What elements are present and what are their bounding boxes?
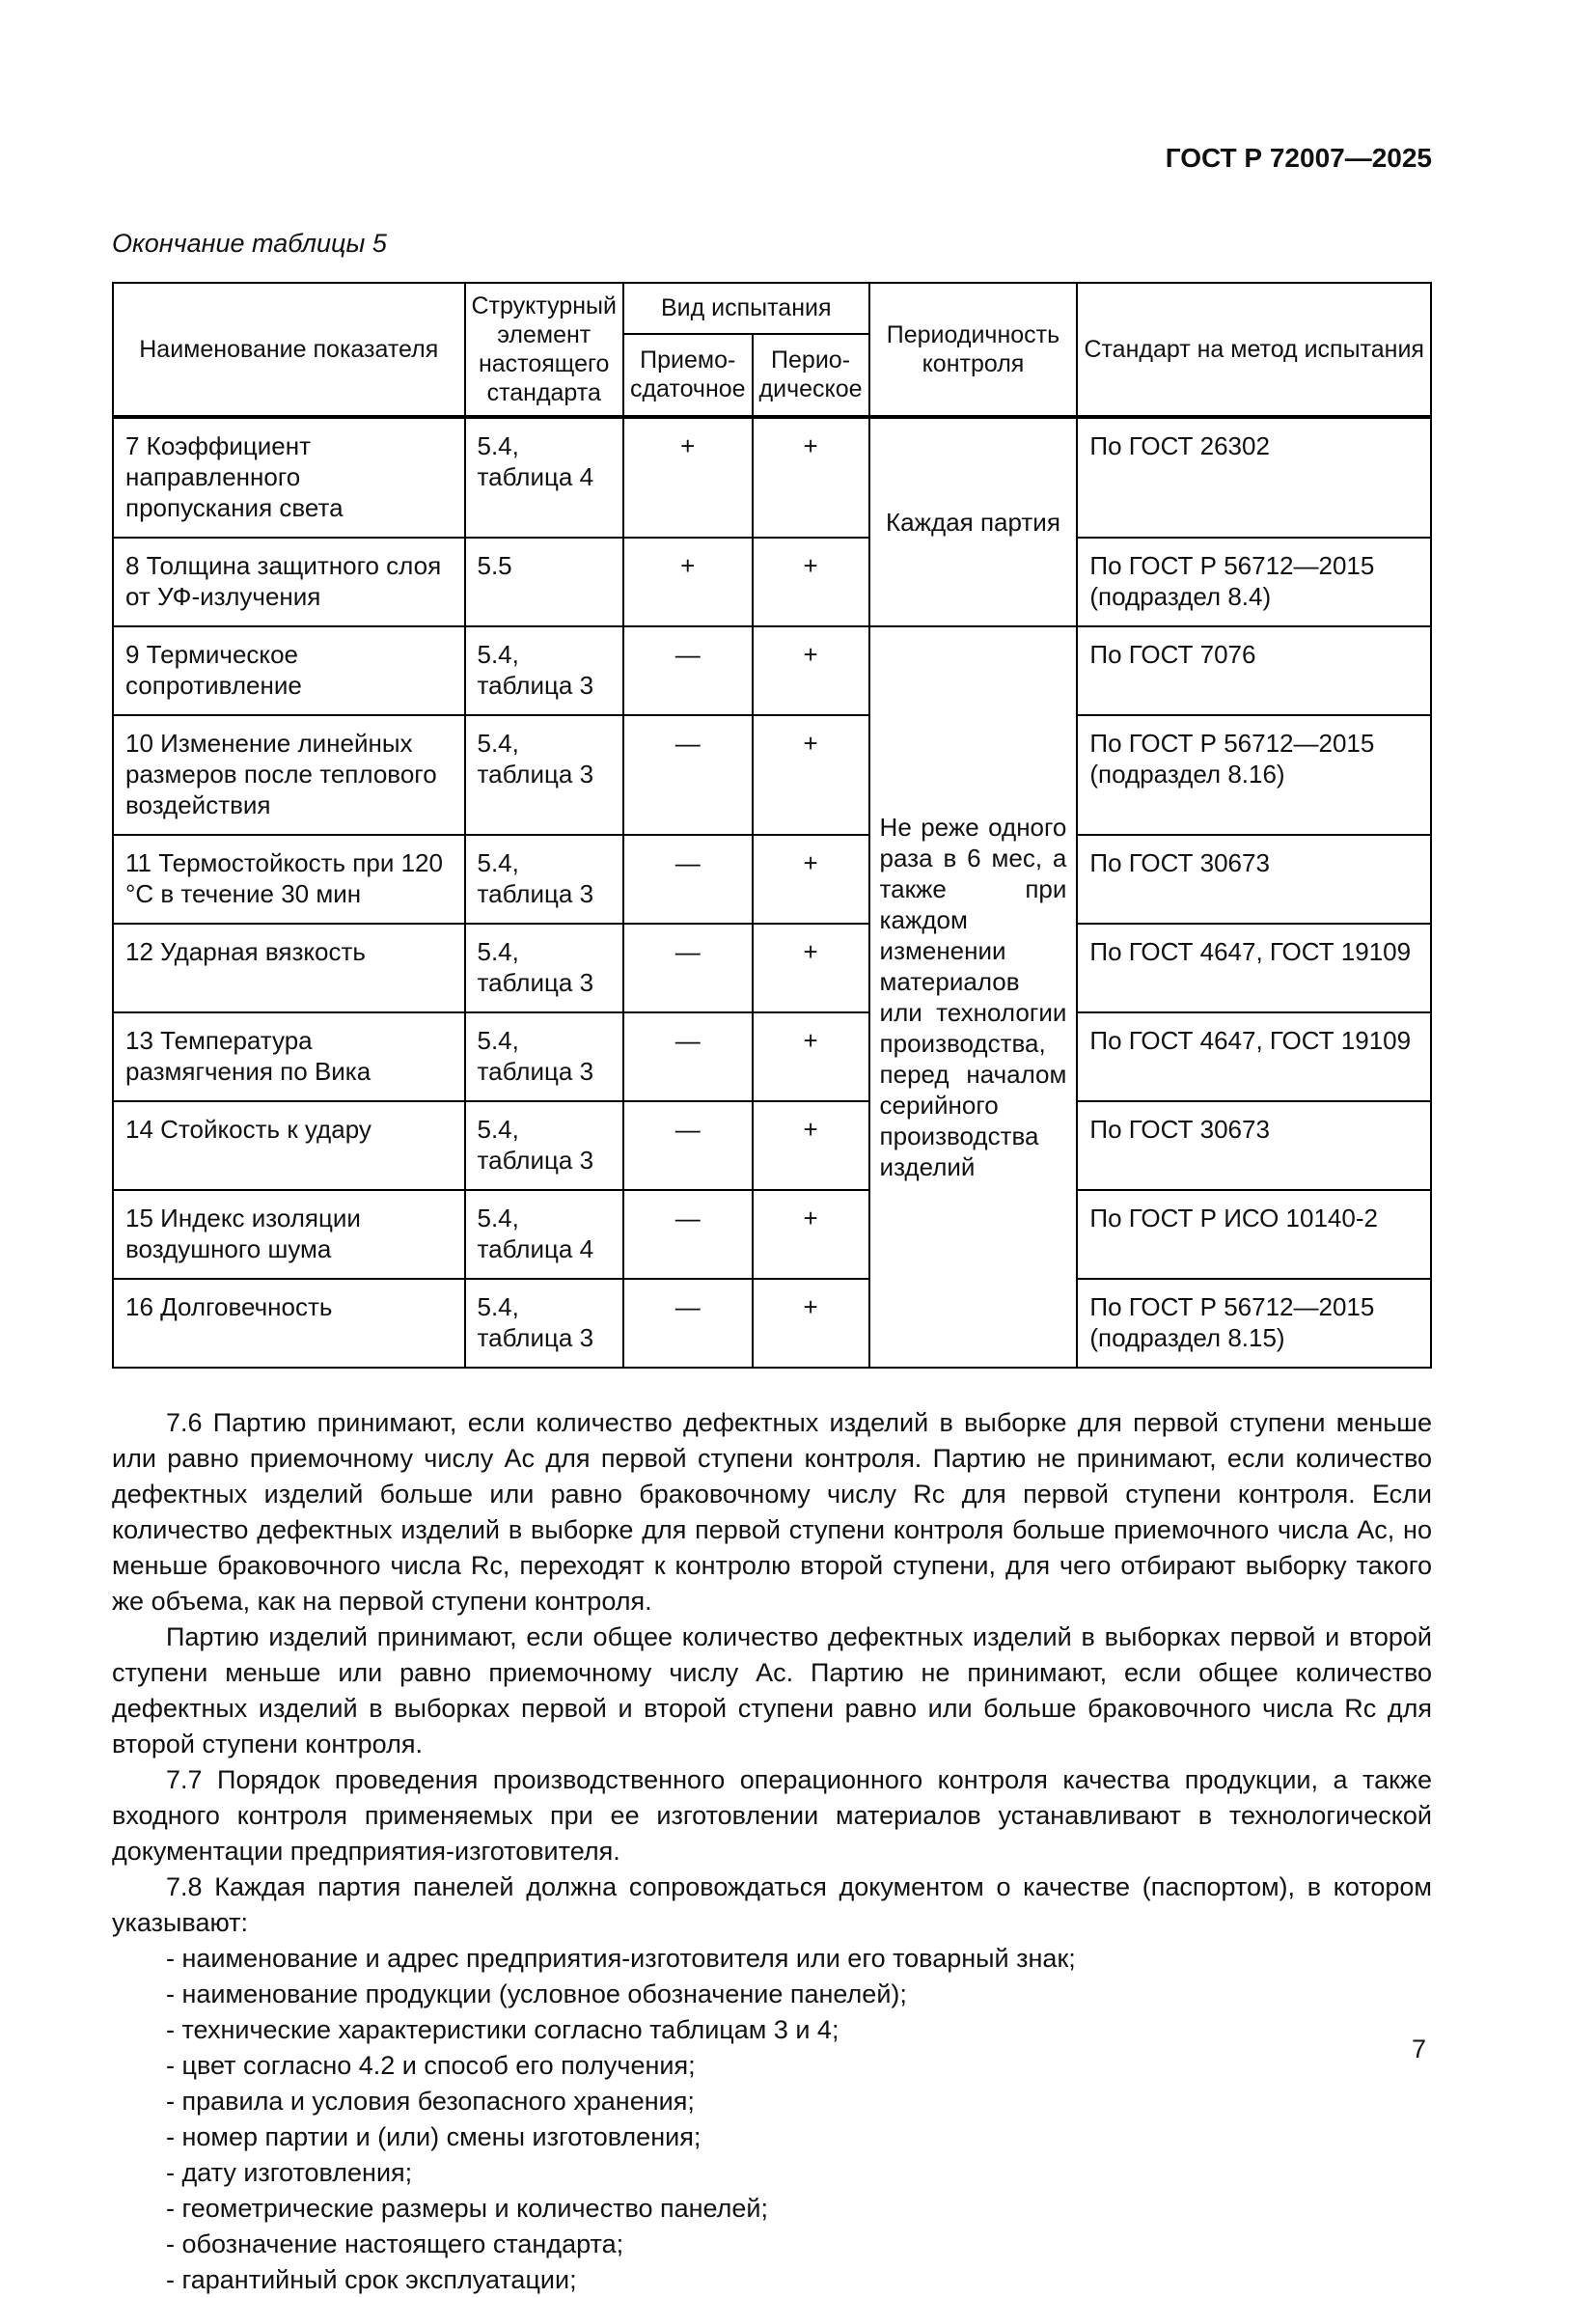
table-row (113, 417, 1431, 538)
cell-periodic: + (753, 715, 869, 835)
cell-standard: По ГОСТ Р 56712—2015 (подраздел 8.4) (1077, 538, 1431, 626)
table-row (113, 924, 1431, 1012)
table-row (113, 1279, 1431, 1368)
cell-acceptance: — (623, 1279, 753, 1368)
cell-name: 16 Долговечность (113, 1279, 465, 1368)
cell-element: 5.4, таблица 3 (465, 1101, 623, 1190)
cell-acceptance: — (623, 626, 753, 715)
cell-element: 5.5 (465, 538, 623, 626)
table-5 (112, 282, 1432, 1369)
table-row (113, 1012, 1431, 1101)
cell-standard: По ГОСТ 30673 (1077, 1101, 1431, 1190)
cell-standard: По ГОСТ 7076 (1077, 626, 1431, 715)
col-header-element: Структурный элемент настоящего стандарта (465, 283, 623, 417)
table-row (113, 715, 1431, 835)
cell-periodic: + (753, 1190, 869, 1279)
paragraph-7-8: 7.8 Каждая партия панелей должна сопровождаться документом о качестве (паспортом), в котором указывают: (112, 1872, 1432, 1937)
cell-element: 5.4, таблица 3 (465, 924, 623, 1012)
cell-name: 15 Индекс изоляции воздушного шума (113, 1190, 465, 1279)
cell-periodicity-every-batch: Каждая партия (869, 417, 1078, 626)
cell-standard: По ГОСТ 4647, ГОСТ 19109 (1077, 1012, 1431, 1101)
cell-standard: По ГОСТ Р 56712—2015 (подраздел 8.15) (1077, 1279, 1431, 1368)
table-row (113, 1101, 1431, 1190)
cell-name: 13 Температура размягчения по Вика (113, 1012, 465, 1101)
cell-name: 8 Толщина защитного слоя от УФ-излучения (113, 538, 465, 626)
list-item: - цвет согласно 4.2 и способ его получения; (166, 2051, 696, 2080)
cell-standard: По ГОСТ 26302 (1077, 417, 1431, 538)
cell-periodic: + (753, 626, 869, 715)
col-header-test-kind: Вид испытания (623, 283, 869, 334)
cell-periodic: + (753, 835, 869, 924)
cell-name: 12 Ударная вязкость (113, 924, 465, 1012)
table-caption: Окончание таблицы 5 (112, 229, 387, 258)
cell-acceptance: — (623, 1012, 753, 1101)
cell-acceptance: — (623, 1101, 753, 1190)
cell-acceptance: — (623, 835, 753, 924)
cell-name: 14 Стойкость к удару (113, 1101, 465, 1190)
cell-periodic: + (753, 1012, 869, 1101)
list-item: - номер партии и (или) смены изготовления; (166, 2122, 702, 2151)
cell-standard: По ГОСТ Р 56712—2015 (подраздел 8.16) (1077, 715, 1431, 835)
cell-periodic: + (753, 538, 869, 626)
table-row (113, 1190, 1431, 1279)
cell-element: 5.4, таблица 3 (465, 835, 623, 924)
paragraph-7-6-2: Партию изделий принимают, если общее количество дефектных изделий в выборках первой и второй ступени меньше или равно приемочному числу Ас. Партию не принимают, если общее количество дефектных изделий в выборках первой и второй ступени равно или больше браковочного числа Rc для второй ступени контроля. (112, 1622, 1432, 1758)
cell-standard: По ГОСТ Р ИСО 10140-2 (1077, 1190, 1431, 1279)
list-item: - наименование и адрес предприятия-изготовителя или его товарный знак; (166, 1944, 1076, 1973)
cell-periodic: + (753, 1279, 869, 1368)
table-row (113, 626, 1431, 715)
cell-acceptance: — (623, 924, 753, 1012)
col-header-standard: Стандарт на метод испытания (1077, 283, 1431, 417)
list-item: - дату изготовления; (166, 2158, 413, 2187)
list-item: - технические характеристики согласно таблицам 3 и 4; (166, 2015, 839, 2044)
list-item: - наименование продукции (условное обозначение панелей); (166, 1980, 907, 2008)
list-item: - правила и условия безопасного хранения; (166, 2087, 695, 2116)
col-header-periodicity: Периодичность контроля (869, 283, 1078, 417)
paragraph-7-7: 7.7 Порядок проведения производственного операционного контроля качества продукции, а также входного контроля применяемых при ее изготовлении материалов устанавливают в технологической документации предприятия-изготовителя. (112, 1765, 1432, 1866)
list-item: - обозначение настоящего стандарта; (166, 2229, 624, 2258)
cell-element: 5.4, таблица 3 (465, 1012, 623, 1101)
doc-number: ГОСТ Р 72007—2025 (1165, 143, 1432, 173)
cell-element: 5.4, таблица 3 (465, 626, 623, 715)
paragraph-7-6-1: 7.6 Партию принимают, если количество дефектных изделий в выборке для первой ступени меньше или равно приемочному числу Ас для первой ступени контроля. Партию не принимают, если количество дефектных изделий больше или равно браковочному числу Rc для первой ступени контроля. Если количество дефектных изделий в выборке для первой ступени контроля больше приемочного числа Ас, но меньше браковочного числа Rc, переходят к контролю второй ступени, для чего отбирают выборку такого же объема, как на первой ступени контроля. (112, 1408, 1432, 1616)
cell-name: 7 Коэффициент направленного пропускания света (113, 417, 465, 538)
cell-name: 10 Изменение линейных размеров после теплового воздействия (113, 715, 465, 835)
cell-acceptance: + (623, 417, 753, 538)
page-number: 7 (1411, 2035, 1426, 2063)
table-row (113, 835, 1431, 924)
cell-periodic: + (753, 924, 869, 1012)
cell-periodicity-semiannual: Не реже одного раза в 6 мес, а также при каждом изменении материалов или технологии производства, перед началом серийного производства изделий (869, 626, 1078, 1368)
cell-name: 11 Термостойкость при 120 °С в течение 30 мин (113, 835, 465, 924)
col-header-periodic: Перио-дическое (753, 334, 869, 417)
cell-standard: По ГОСТ 30673 (1077, 835, 1431, 924)
cell-element: 5.4, таблица 4 (465, 1190, 623, 1279)
cell-name: 9 Термическое сопротивление (113, 626, 465, 715)
cell-element: 5.4, таблица 4 (465, 417, 623, 538)
cell-element: 5.4, таблица 3 (465, 1279, 623, 1368)
table-header-row (113, 283, 1431, 334)
cell-acceptance: — (623, 1190, 753, 1279)
list-item: - геометрические размеры и количество панелей; (166, 2194, 769, 2223)
cell-periodic: + (753, 1101, 869, 1190)
table-row (113, 538, 1431, 626)
cell-standard: По ГОСТ 4647, ГОСТ 19109 (1077, 924, 1431, 1012)
cell-acceptance: — (623, 715, 753, 835)
cell-element: 5.4, таблица 3 (465, 715, 623, 835)
cell-periodic: + (753, 417, 869, 538)
cell-acceptance: + (623, 538, 753, 626)
list-item: - гарантийный срок эксплуатации; (166, 2265, 577, 2294)
col-header-acceptance: Приемо-сдаточное (623, 334, 753, 417)
passport-items-list (112, 1941, 1432, 2298)
col-header-name: Наименование показателя (113, 283, 465, 417)
